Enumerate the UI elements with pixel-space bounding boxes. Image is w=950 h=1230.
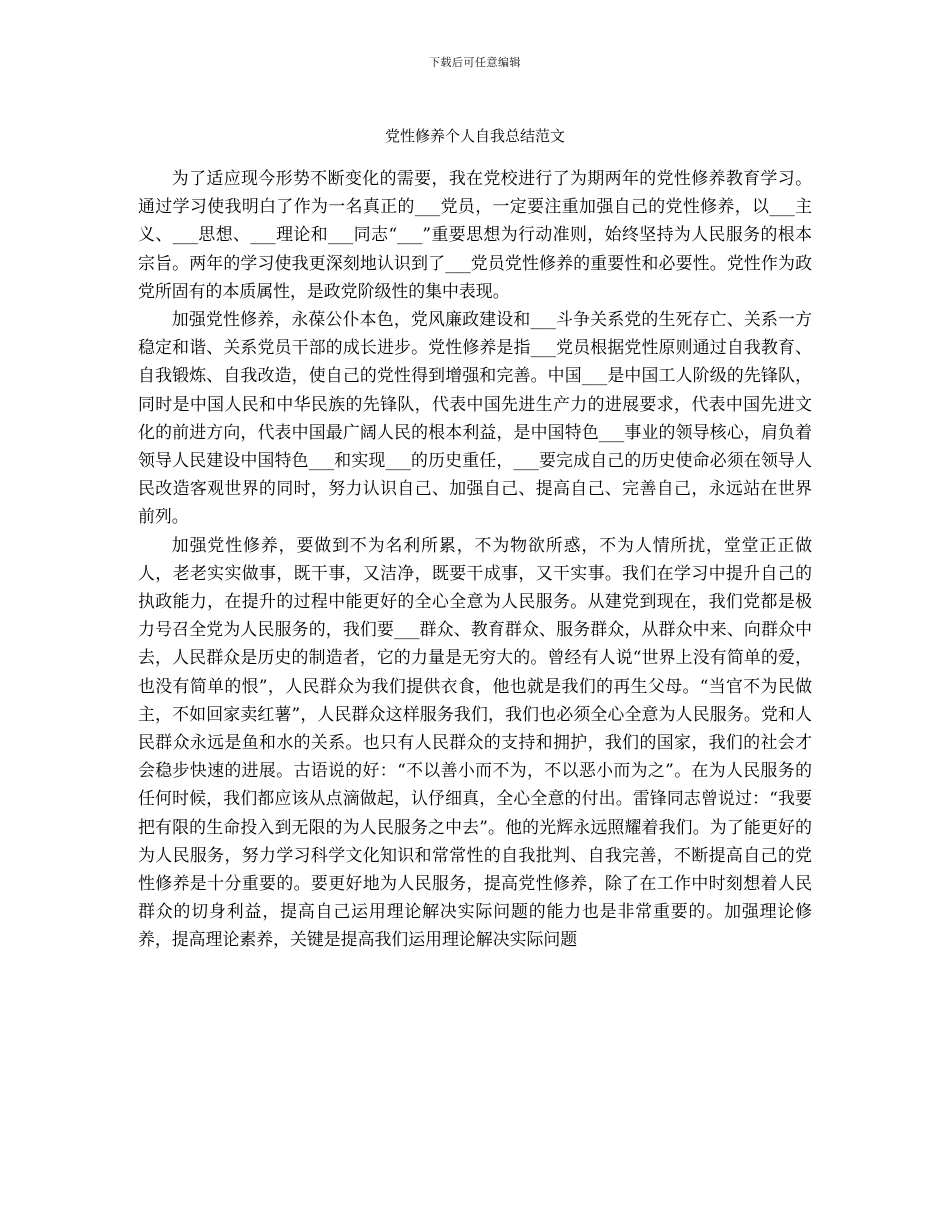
document-body xyxy=(138,164,812,954)
header-note: 下载后可任意编辑 xyxy=(429,56,521,69)
document-title: 党性修养个人自我总结范文 xyxy=(384,127,565,145)
paragraph-3: 加强党性修养，要做到不为名利所累，不为物欲所惑，不为人情所扰，堂堂正正做人，老老实实做事，既干事，又洁净，既要干成事，又干实事。我们在学习中提升自己的执政能力，在提升的过程中能更好的全心全意为人民服务。从建党到现在，我们党都是极力号召全党为人民服务的，我们要___群众、教育群众、服务群众，从群众中来、向群众中去，人民群众是历史的制造者，它的力量是无穷大的。曾经有人说“世界上没有简单的爱，也没有简单的恨”，人民群众为我们提供衣食，他也就是我们的再生父母。“当官不为民做主，不如回家卖红薯”，人民群众这样服务我们，我们也必须全心全意为人民服务。党和人民群众永远是鱼和水的关系。也只有人民群众的支持和拥护，我们的国家，我们的社会才会稳步快速的进展。古语说的好：“不以善小而不为，不以恶小而为之”。在为人民服务的任何时候，我们都应该从点滴做起，认伃细真，全心全意的付出。雷锋同志曾说过：“我要把有限的生命投入到无限的为人民服务之中去”。他的光辉永远照耀着我们。为了能更好的为人民服务，努力学习科学文化知识和常常性的自我批判、自我完善，不断提高自己的党性修养是十分重要的。要更好地为人民服务，提高党性修养，除了在工作中时刻想着人民群众的切身利益，提高自己运用理论解决实际问题的能力也是非常重要的。加强理论修养，提高理论素养，关键是提高我们运用理论解决实际问题 xyxy=(138,534,812,950)
paragraph-2: 加强党性修养，永葆公仆本色，党风廉政建设和___斗争关系党的生死存亡、关系一方稳定和谐、关系党员干部的成长进步。党性修养是指___党员根据党性原则通过自我教育、自我锻炼、自我改造，使自己的党性得到增强和完善。中国___是中国工人阶级的先锋队，同时是中国人民和中华民族的先锋队，代表中国先进生产力的进展要求，代表中国先进文化的前进方向，代表中国最广阔人民的根本利益，是中国特色___事业的领导核心，肩负着领导人民建设中国特色___和实现___的历史重任，___要完成自己的历史使命必须在领导人民改造客观世界的同时，努力认识自己、加强自己、提高自己、完善自己，永远站在世界前列。 xyxy=(138,309,812,527)
paragraph-1: 为了适应现今形势不断变化的需要，我在党校进行了为期两年的党性修养教育学习。通过学习使我明白了作为一名真正的___党员，一定要注重加强自己的党性修养，以___主义、___思想、___理论和___同志“___”重要思想为行动准则，始终坚持为人民服务的根本宗旨。两年的学习使我更深刻地认识到了___党员党性修养的重要性和必要性。党性作为政党所固有的本质属性，是政党阶级性的集中表现。 xyxy=(138,168,812,301)
